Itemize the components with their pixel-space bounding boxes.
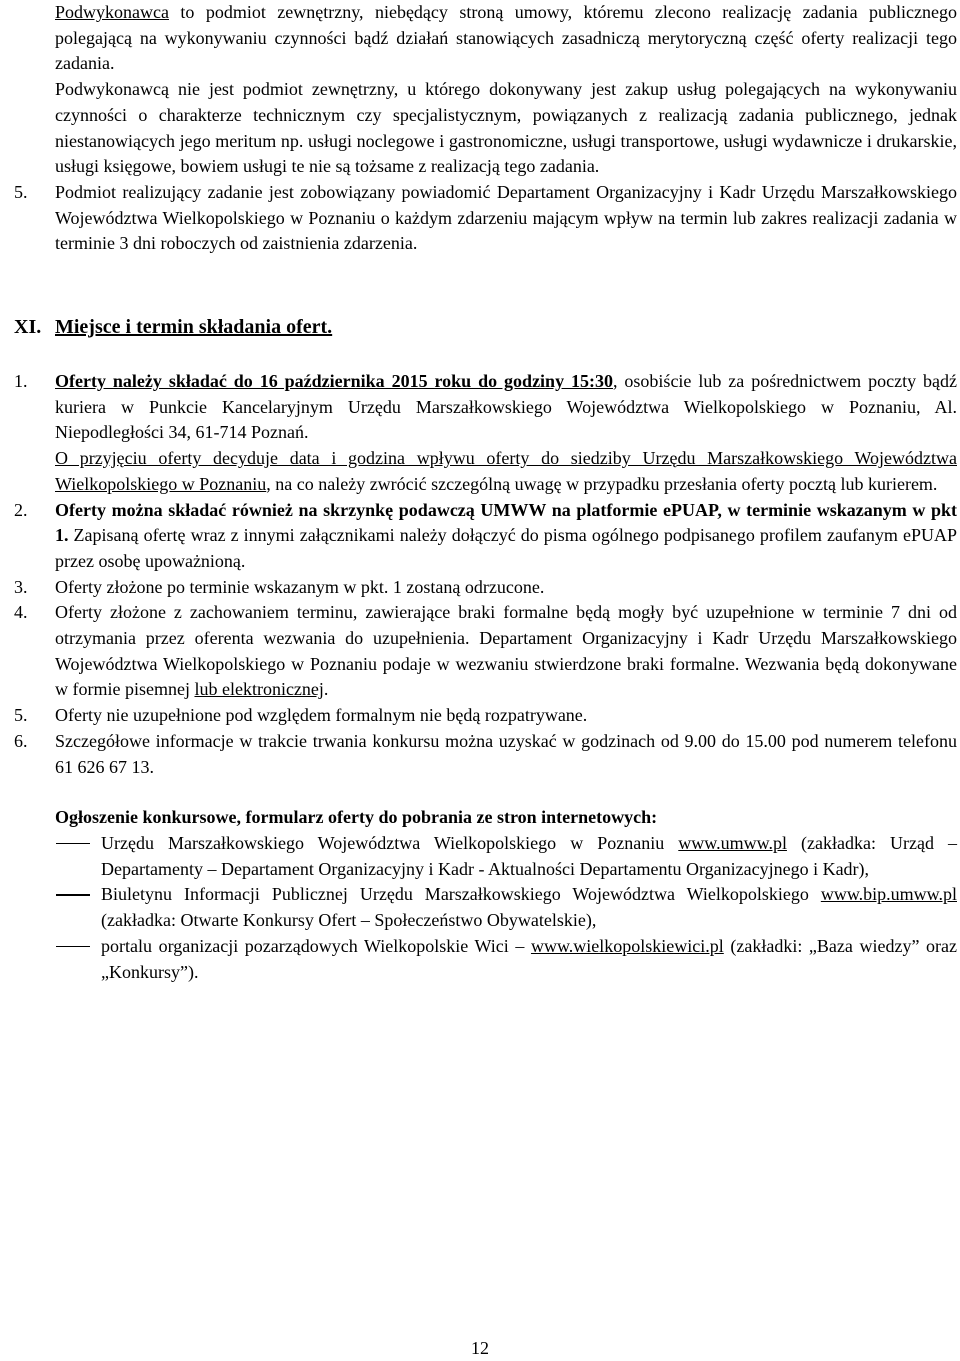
text-run: portalu organizacji pozarządowych Wielkopolskie Wici – (101, 935, 531, 956)
text-run: Zapisaną ofertę wraz z innymi załącznikami należy dołączyć do pisma ogólnego podpisanego profilem zaufanym ePUAP przez osobę upoważnioną. (55, 525, 957, 571)
subcontractor-exclusion (0, 77, 960, 180)
text-run: Podwykonawca (55, 2, 169, 22)
website-link[interactable]: www.bip.umww.pl (820, 884, 957, 905)
list-item-1 (0, 369, 960, 498)
list-item-4 (0, 600, 960, 703)
text-run: lub elektronicznej (194, 679, 324, 700)
text-run: Szczegółowe informacje w trakcie trwania konkursu można uzyskać w godzinach od 9.00 do 15.00 pod numerem telefonu 61 626 67 13. (55, 730, 957, 777)
subcontractor-definition (0, 0, 960, 77)
website-link[interactable]: www.umww.pl (678, 832, 787, 853)
text-run: O przyjęciu oferty decyduje data i godzina wpływu oferty do siedziby Urzędu Marszałkowskiego Województwa Wielkopolskiego w Poznaniu (55, 448, 957, 494)
list-item-text (55, 575, 957, 601)
text-run: , na co należy zwrócić szczególną uwagę w przypadku przesłania oferty pocztą lub kurierem. (266, 473, 938, 494)
list-item-text (55, 729, 957, 780)
dash-bullet-icon (56, 946, 90, 947)
section-number: XI. (14, 316, 42, 339)
list-number: 3. (14, 576, 28, 597)
list-item-2 (0, 498, 960, 575)
list-number: 4. (14, 602, 28, 623)
page-number: 12 (471, 1338, 489, 1358)
text-run: Urzędu Marszałkowskiego Województwa Wielkopolskiego w Poznaniu (101, 832, 679, 853)
list-item-text (55, 600, 957, 703)
dash-bullet-icon (56, 894, 90, 895)
text-run: Oferty nie uzupełnione pod względem formalnym nie będą rozpatrywane. (55, 705, 588, 726)
list-item-text (55, 446, 957, 497)
download-source-item (0, 831, 960, 882)
download-source-item (0, 934, 960, 985)
text-run: . (323, 679, 329, 700)
list-item-5 (0, 180, 960, 257)
list-item-text (55, 703, 957, 729)
download-source-text (101, 934, 957, 985)
section-title: Miejsce i termin składania ofert. (55, 316, 333, 339)
list-item-text (55, 498, 957, 575)
text-run: Oferty złożone z zachowaniem terminu, zawierające braki formalne będą mogły być uzupełnione w terminie 7 dni od otrzymania przez oferenta wezwania do uzupełnienia. Departament Organizacyjny i Kadr Urzędu Marszałkowskiego Województwa Wielkopolskiego w Poznaniu podaje w wezwaniu stwierdzone braki formalne. Wezwania będą dokonywane w formie pisemnej (55, 602, 957, 700)
downloads-section (0, 805, 960, 985)
text-run: (zakładka: Urząd – Departamenty – Departament Organizacyjny i Kadr - Aktualności Departamentu Organizacyjnego i Kadr), (101, 832, 957, 879)
list-number: 5. (14, 705, 28, 726)
list-item-5 (0, 703, 960, 729)
list-number: 1. (14, 371, 28, 392)
text-run: Oferty należy składać do 16 października 2015 roku do godziny 15:30 (55, 371, 613, 392)
section-heading (0, 314, 960, 341)
text-run: Podwykonawcą nie jest podmiot zewnętrzny, u którego dokonywany jest zakup usług polegających na wykonywaniu czynności o charakterze technicznym czy specjalistycznym, powiązanych z realizacją zadania publicznego, jednak niestanowiących jego meritum np. usługi noclegowe i gastronomiczne, usługi transportowe, usługi wydawnicze i drukarskie, usługi księgowe, bowiem usługi te nie są tożsame z realizacją tego zadania. (55, 79, 957, 177)
list-number: 6. (14, 730, 28, 751)
website-link[interactable]: www.wielkopolskiewici.pl (530, 935, 724, 956)
text-run: to podmiot zewnętrzny, niebędący stroną umowy, któremu zlecono realizację zadania publicznego polegającą na wykonywaniu czynności bądź działań stanowiących zasadniczą merytoryczną część oferty realizacji tego zadania. (55, 2, 957, 74)
text-run: , osobiście lub za pośrednictwem poczty bądź kuriera w Punkcie Kancelaryjnym Urzędu Marszałkowskiego Województwa Wielkopolskiego w Poznaniu, Al. Niepodległości 34, 61-714 Poznań. (55, 371, 957, 443)
text-run: Podmiot realizujący zadanie jest zobowiązany powiadomić Departament Organizacyjny i Kadr Urzędu Marszałkowskiego Województwa Wielkopolskiego w Poznaniu o każdym zdarzeniu mającym wpływ na termin lub zakres realizacji zadania w terminie 3 dni roboczych od zaistnienia zdarzenia. (55, 181, 957, 254)
text-run: Biuletynu Informacji Publicznej Urzędu Marszałkowskiego Województwa Wielkopolskiego (101, 884, 821, 905)
list-item-text (55, 180, 957, 257)
list-number: 5. (14, 181, 28, 202)
download-source-text (101, 882, 957, 933)
list-item-3 (0, 575, 960, 601)
downloads-heading: Ogłoszenie konkursowe, formularz oferty do pobrania ze stron internetowych: (55, 807, 658, 828)
dash-bullet-icon (56, 843, 90, 844)
downloads-list (0, 831, 960, 985)
text-run: Oferty złożone po terminie wskazanym w pkt. 1 zostaną odrzucone. (55, 576, 545, 597)
text-run: Oferty można składać również na skrzynkę podawczą UMWW na platformie ePUAP, w terminie wskazanym w pkt 1. (55, 499, 957, 546)
list-item-6 (0, 729, 960, 780)
list-number: 2. (14, 499, 28, 520)
download-source-text (101, 831, 957, 882)
download-source-item (0, 882, 960, 933)
text-run: (zakładki: „Baza wiedzy” oraz „Konkursy”). (101, 935, 958, 982)
list-item-text (55, 369, 957, 446)
offer-rules-list (0, 369, 960, 780)
text-run: (zakładka: Otwarte Konkursy Ofert – Społeczeństwo Obywatelskie), (101, 910, 597, 931)
intro-block (0, 0, 960, 257)
